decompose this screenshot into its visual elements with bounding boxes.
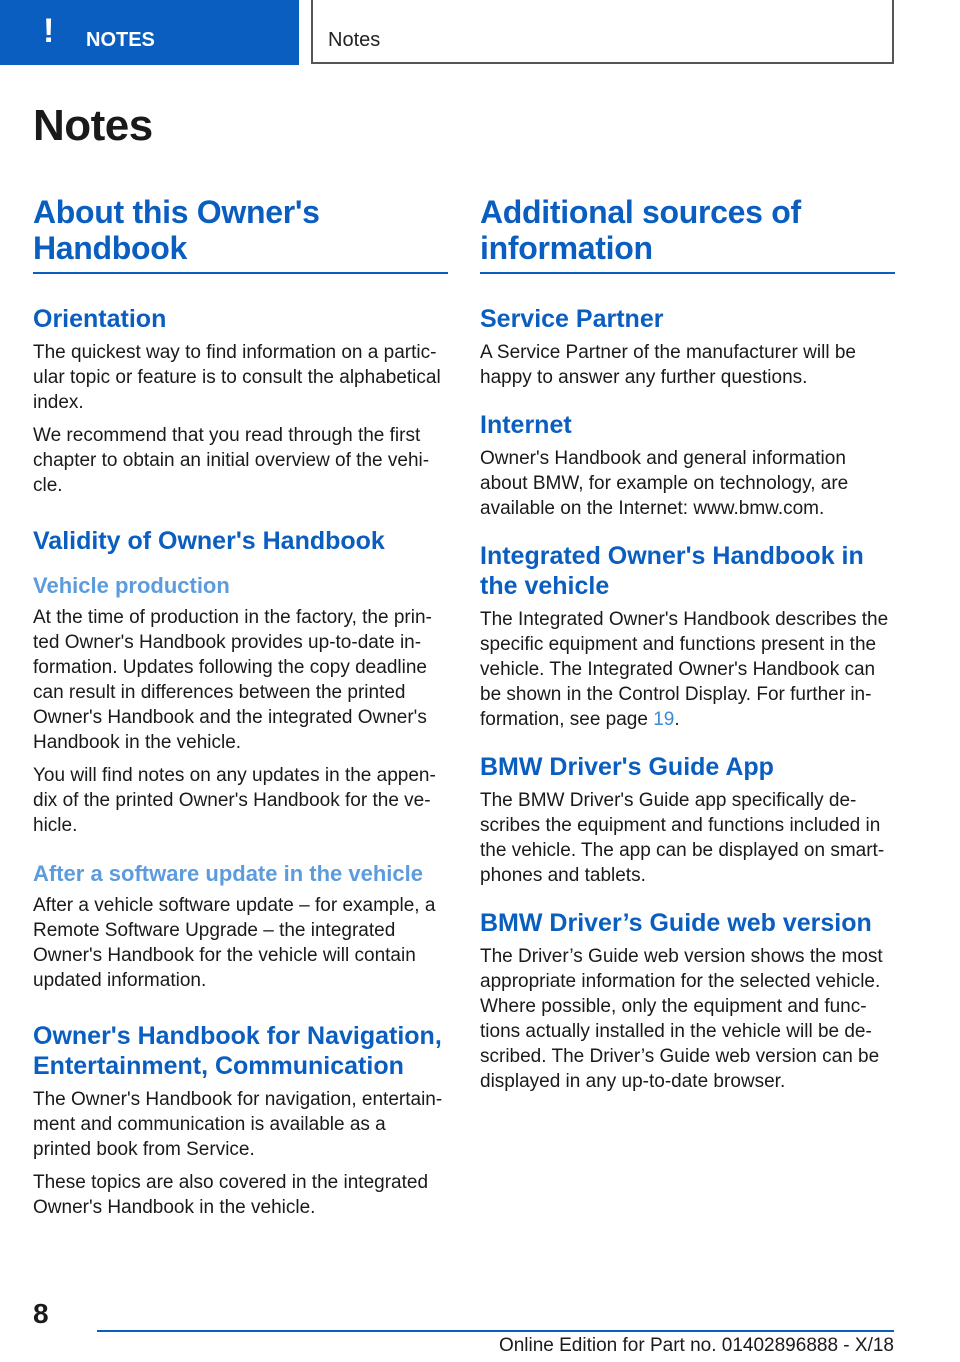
footer-divider — [97, 1330, 894, 1332]
nav-handbook-paragraph-2: These topics are also covered in the integrated Owner's Handbook in the vehicle. — [33, 1172, 429, 1218]
drivers-guide-app-paragraph: The BMW Driver's Guide app specifically de-scribes the equipment and functions included in the vehicle. The app can be displayed on smart-phones and tablets. — [480, 790, 885, 886]
orientation-heading: Orientation — [33, 305, 167, 333]
vehicle-production-paragraph-2: You will find notes on any updates in the appen-dix of the printed Owner's Handbook for the ve-hicle. — [33, 765, 436, 836]
software-update-heading: After a software update in the vehicle — [33, 861, 423, 886]
internet-heading: Internet — [480, 411, 572, 439]
internet-paragraph: Owner's Handbook and general information about BMW, for example on technology, are available on the Internet: www.bmw.com. — [480, 448, 849, 519]
vehicle-production-heading: Vehicle production — [33, 573, 230, 598]
drivers-guide-app-heading: BMW Driver's Guide App — [480, 753, 774, 781]
validity-heading: Validity of Owner's Handbook — [33, 527, 385, 555]
integrated-handbook-end: . — [674, 709, 680, 730]
drivers-guide-web-heading: BMW Driver’s Guide web version — [480, 909, 872, 937]
integrated-handbook-heading: Integrated Owner's Handbook in the vehicle — [480, 542, 864, 600]
integrated-handbook-paragraph — [480, 607, 895, 732]
page-19-link[interactable]: 19 — [653, 709, 675, 730]
orientation-paragraph-1: The quickest way to find information on a partic-ular topic or feature is to consult the alphabetical index. — [33, 342, 441, 413]
page-number: 8 — [33, 1298, 49, 1329]
nav-handbook-heading: Owner's Handbook for Navigation, Entertainment, Communication — [33, 1022, 442, 1080]
section-label: NOTES — [86, 29, 155, 51]
software-update-paragraph: After a vehicle software update – for example, a Remote Software Upgrade – the integrated Owner's Handbook for the vehicle will contain updated information. — [33, 895, 436, 991]
drivers-guide-web-paragraph: The Driver’s Guide web version shows the most appropriate information for the selected vehicle. Where possible, only the equipment and func-tions actually installed in the vehicle will be de-scribed. The Driver’s Guide web version can be displayed in any up-to-date browser. — [480, 946, 883, 1092]
left-column — [33, 194, 448, 1228]
exclamation-icon: ! — [43, 12, 55, 50]
integrated-handbook-text: The Integrated Owner's Handbook describes the specific equipment and functions present in the vehicle. The Integrated Owner's Handbook can be shown in the Control Display. For further in-formation, see page — [480, 609, 889, 730]
page-title: Notes — [33, 101, 153, 150]
chapter-header-box — [311, 0, 894, 64]
section-tab — [0, 0, 299, 65]
nav-handbook-paragraph-1: The Owner's Handbook for navigation, entertain-ment and communication is available as a printed book from Service. — [33, 1089, 443, 1160]
vehicle-production-paragraph-1: At the time of production in the factory, the prin-ted Owner's Handbook provides up-to-date in-formation. Updates following the copy deadline can result in differences between the printed Owner's Handbook and the integrated Owner's Handbook in the vehicle. — [33, 607, 432, 753]
right-column — [480, 194, 895, 1102]
service-partner-heading: Service Partner — [480, 305, 664, 333]
about-handbook-heading: About this Owner's Handbook — [33, 194, 448, 274]
edition-footer: Online Edition for Part no. 01402896888 - X/18 — [498, 1335, 894, 1356]
chapter-title: Notes — [328, 29, 381, 51]
orientation-paragraph-2: We recommend that you read through the first chapter to obtain an initial overview of the vehi-cle. — [33, 425, 430, 496]
additional-sources-heading: Additional sources of information — [480, 194, 895, 274]
service-partner-paragraph: A Service Partner of the manufacturer will be happy to answer any further questions. — [480, 342, 856, 388]
